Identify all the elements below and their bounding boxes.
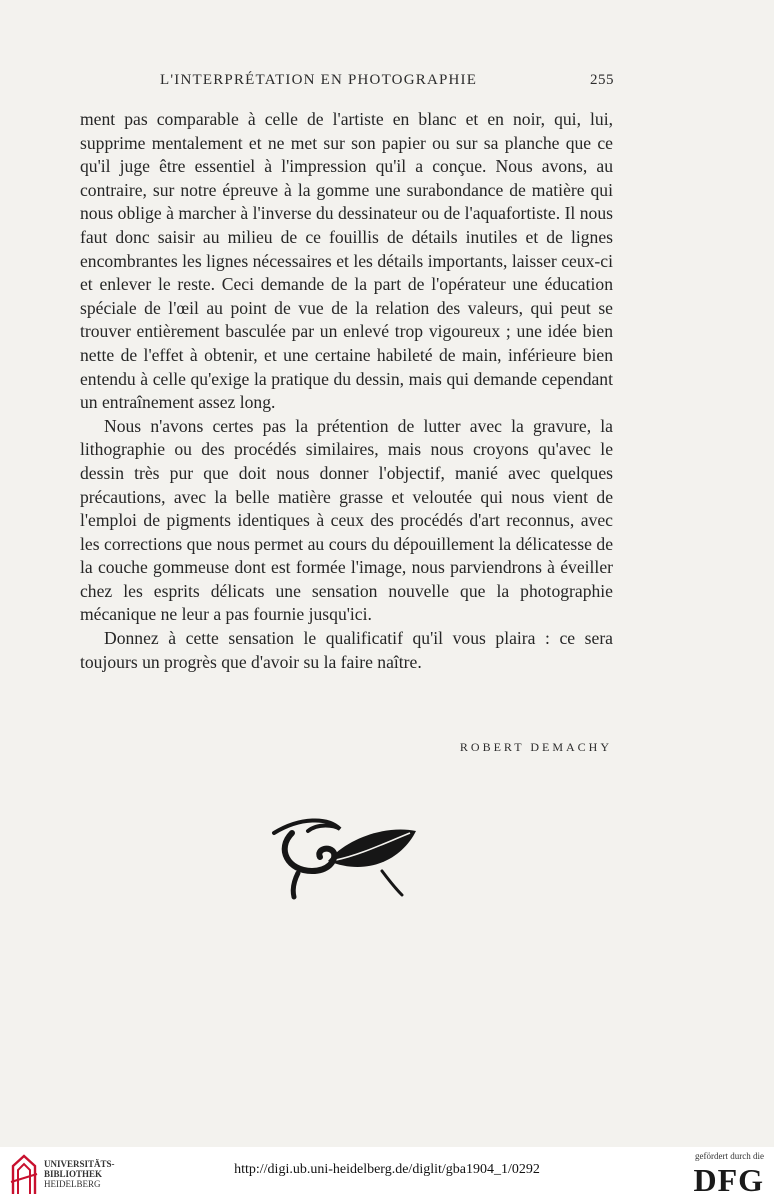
library-line: HEIDELBERG [44, 1179, 101, 1189]
page-number: 255 [590, 72, 614, 88]
paragraph: ment pas comparable à celle de l'artiste en blanc et en noir, qui, lui, supprime mentalement et ne met sur son papier ou sur sa planche que ce qu'il juge être essentiel à l'impression qu'il a conçue. Nous avons, au contraire, sur notre épreuve à la gomme une surabondance de matière qui nous oblige à marcher à l'inverse du dessinateur ou de l'aquafortiste. Il nous faut donc saisir au milieu de ce fouillis de détails inutiles et de lignes encombrantes les lignes nécessaires et les détails importants, laisser ceux-ci et enlever le reste. Ceci demande de la part de l'opérateur une éducation spéciale de l'œil au point de vue de la relation des valeurs, qui peut se trouver entièrement basculée par un enlevé trop vigoureux ; une idée bien nette de l'effet à obtenir, et une certaine habileté de main, inférieure bien entendu à celle qu'exige la pratique du dessin, mais qui demande cependant un entraînement assez long. [80, 109, 613, 413]
author-signature: ROBERT DEMACHY [459, 740, 612, 754]
library-line: UNIVERSITÄTS- [44, 1159, 115, 1169]
paragraph: Nous n'avons certes pas la prétention de lutter avec la gravure, la lithographie ou des procédés similaires, mais nous croyons qu'avec le dessin très pur que doit nous donner l'objectif, manié avec quelques précautions, avec la belle matière grasse et veloutée qui nous vient de l'emploi de pigments identiques à ceux des procédés d'art reconnus, avec les corrections que nous permet au cours du dépouillement la délicatesse de la couche gommeuse dont est formée l'image, nous parviendrons à éveiller chez les esprits délicats une sensation nouvelle que la photographie mécanique ne leur a pas fournie jusqu'ici. [80, 415, 613, 625]
body-text [80, 108, 613, 674]
leaf-ornament-icon [270, 815, 420, 900]
funder-caption: gefördert durch die [695, 1151, 764, 1161]
library-line: BIBLIOTHEK [44, 1169, 103, 1179]
dfg-logo: DFG [693, 1162, 764, 1198]
permalink-url[interactable]: http://digi.ub.uni-heidelberg.de/diglit/gba1904_1/0292 [234, 1162, 540, 1177]
running-title: L'INTERPRÉTATION EN PHOTOGRAPHIE [160, 72, 478, 88]
paragraph: Donnez à cette sensation le qualificatif qu'il vous plaira : ce sera toujours un progrès que d'avoir su la faire naître. [80, 628, 613, 672]
